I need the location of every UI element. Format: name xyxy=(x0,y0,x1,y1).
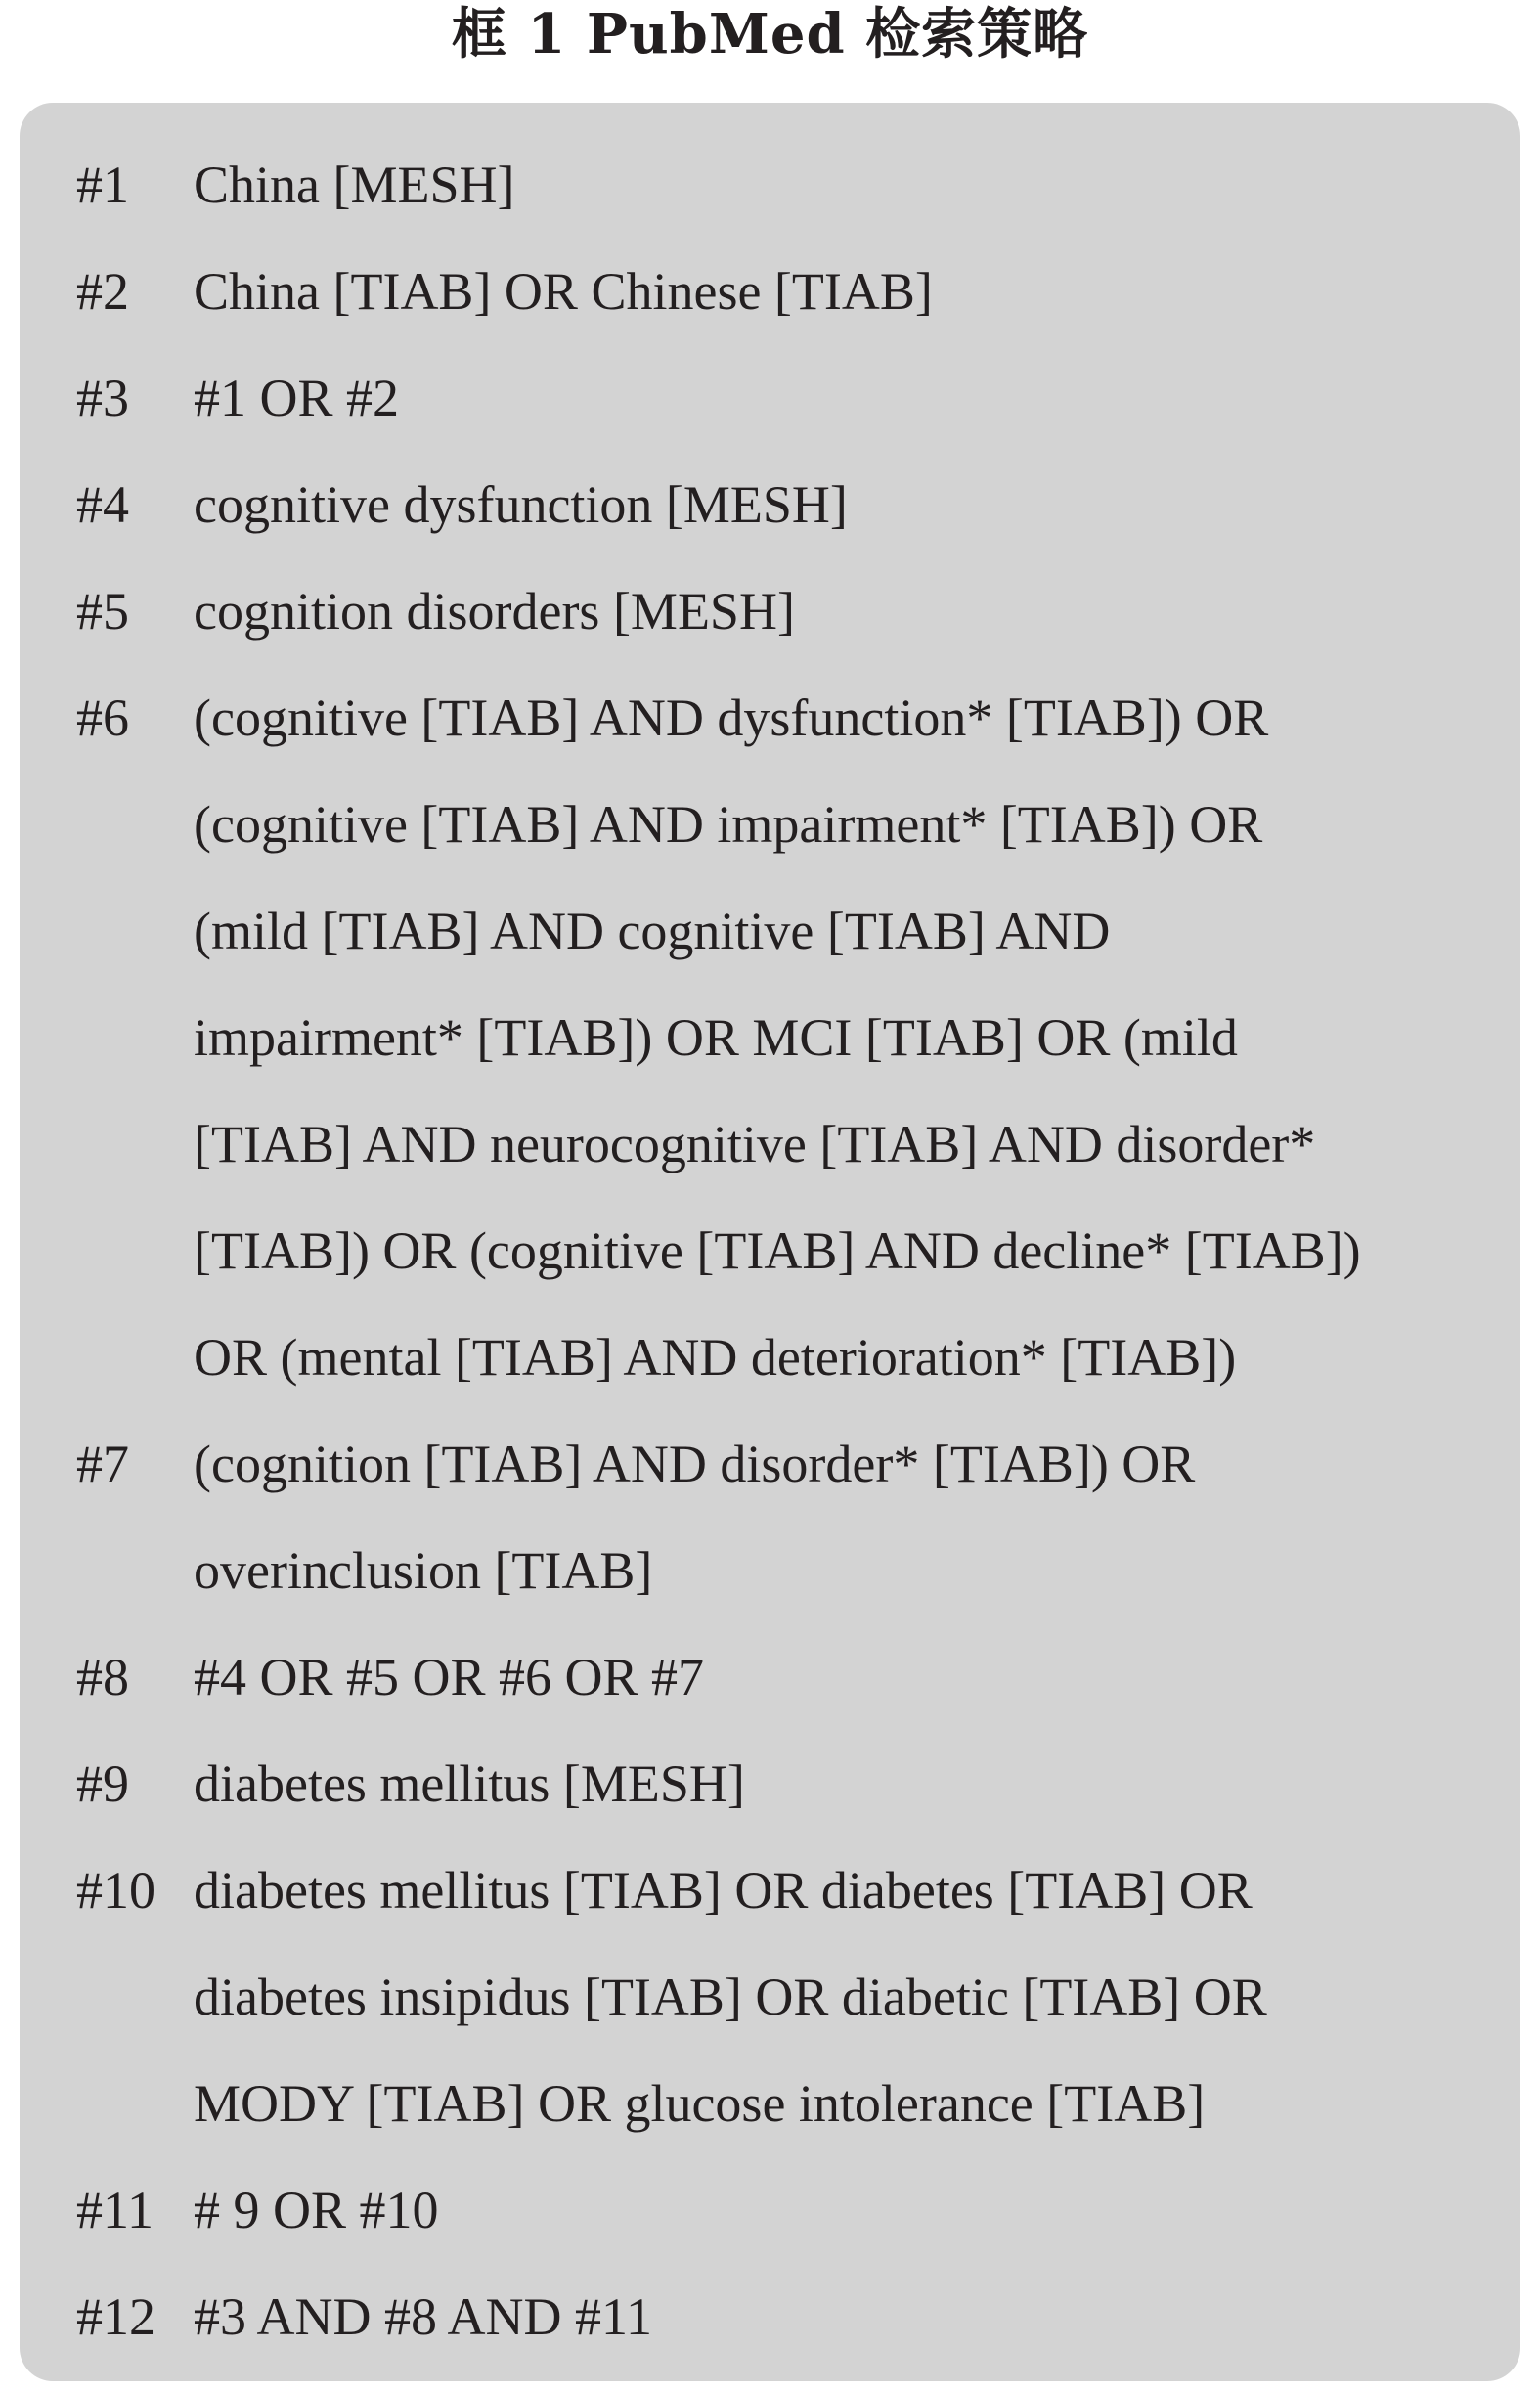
query-line: China [TIAB] OR Chinese [TIAB] xyxy=(194,262,933,321)
row-number: #7 xyxy=(76,1435,129,1493)
row-query xyxy=(194,2264,1504,2370)
row-query xyxy=(194,1411,1504,1624)
query-line: (cognitive [TIAB] AND dysfunction* [TIAB]) OR xyxy=(194,688,1269,747)
strategy-row-11 xyxy=(0,2157,1540,2264)
strategy-row-6 xyxy=(0,665,1540,1411)
row-number: #8 xyxy=(76,1648,129,1706)
query-line: diabetes mellitus [MESH] xyxy=(194,1754,745,1813)
row-number: #3 xyxy=(76,369,129,427)
query-line: China [MESH] xyxy=(194,155,515,214)
query-line: impairment* [TIAB]) OR MCI [TIAB] OR (mild xyxy=(194,1008,1238,1067)
query-line: diabetes insipidus [TIAB] OR diabetic [TIAB] OR xyxy=(194,1968,1267,2026)
query-line: (cognition [TIAB] AND disorder* [TIAB]) OR xyxy=(194,1435,1196,1493)
query-line: #1 OR #2 xyxy=(194,369,400,427)
strategy-row-12 xyxy=(0,2264,1540,2370)
strategy-row-3 xyxy=(0,345,1540,452)
row-number: #12 xyxy=(76,2287,155,2346)
box-title: 框 1 PubMed 检索策略 xyxy=(451,2,1089,66)
strategy-row-8 xyxy=(0,1624,1540,1731)
row-query xyxy=(194,665,1504,1411)
query-line: overinclusion [TIAB] xyxy=(194,1541,653,1600)
query-line: #3 AND #8 AND #11 xyxy=(194,2287,653,2346)
strategy-row-9 xyxy=(0,1731,1540,1838)
row-query xyxy=(194,132,1504,239)
row-query xyxy=(194,345,1504,452)
row-query xyxy=(194,1731,1504,1838)
query-line: MODY [TIAB] OR glucose intolerance [TIAB] xyxy=(194,2074,1206,2133)
query-line: (cognitive [TIAB] AND impairment* [TIAB]) OR xyxy=(194,795,1263,854)
row-number: #4 xyxy=(76,475,129,534)
strategy-row-1 xyxy=(0,132,1540,239)
row-number: #2 xyxy=(76,262,129,321)
row-number: #5 xyxy=(76,582,129,641)
query-line: (mild [TIAB] AND cognitive [TIAB] AND xyxy=(194,902,1111,960)
row-query xyxy=(194,1624,1504,1731)
query-line: diabetes mellitus [TIAB] OR diabetes [TIAB] OR xyxy=(194,1861,1253,1920)
strategy-row-10 xyxy=(0,1838,1540,2157)
row-number: #11 xyxy=(76,2181,154,2239)
row-number: #6 xyxy=(76,688,129,747)
row-query xyxy=(194,2157,1504,2264)
query-line: # 9 OR #10 xyxy=(194,2181,439,2239)
strategy-row-7 xyxy=(0,1411,1540,1624)
row-query xyxy=(194,452,1504,558)
row-number: #9 xyxy=(76,1754,129,1813)
query-line: #4 OR #5 OR #6 OR #7 xyxy=(194,1648,705,1706)
row-query xyxy=(194,558,1504,665)
row-query xyxy=(194,239,1504,345)
row-query xyxy=(194,1838,1504,2157)
search-strategy-list xyxy=(0,132,1540,2370)
strategy-row-4 xyxy=(0,452,1540,558)
query-line: [TIAB]) OR (cognitive [TIAB] AND decline* [TIAB]) xyxy=(194,1221,1361,1280)
query-line: cognition disorders [MESH] xyxy=(194,582,795,641)
row-number: #10 xyxy=(76,1861,155,1920)
strategy-row-5 xyxy=(0,558,1540,665)
row-number: #1 xyxy=(76,155,129,214)
query-line: [TIAB] AND neurocognitive [TIAB] AND disorder* xyxy=(194,1115,1316,1173)
strategy-row-2 xyxy=(0,239,1540,345)
query-line: cognitive dysfunction [MESH] xyxy=(194,475,848,534)
query-line: OR (mental [TIAB] AND deterioration* [TIAB]) xyxy=(194,1328,1237,1387)
